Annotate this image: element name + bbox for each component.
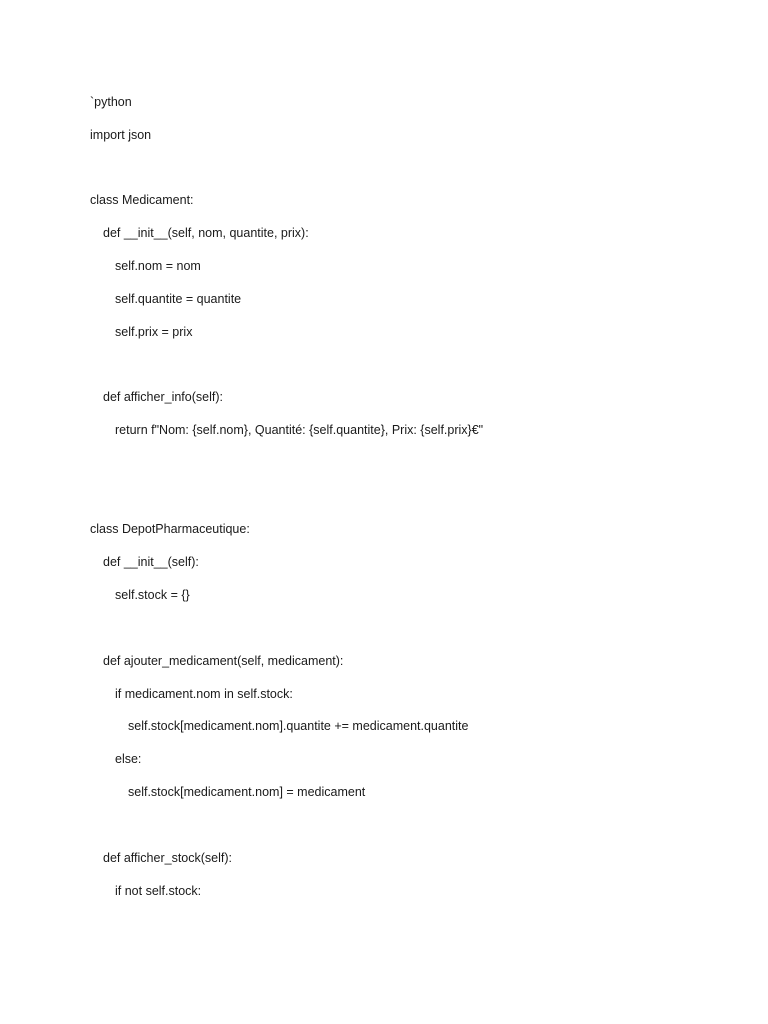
code-line-self-nom: self.nom = nom bbox=[115, 259, 201, 273]
code-line-def-ajouter: def ajouter_medicament(self, medicament): bbox=[103, 654, 344, 668]
code-line-self-prix: self.prix = prix bbox=[115, 325, 193, 339]
code-line-if-not-stock: if not self.stock: bbox=[115, 884, 202, 898]
code-line-return-info: return f"Nom: {self.nom}, Quantité: {self.quantite}, Prix: {self.prix}€" bbox=[115, 423, 484, 437]
code-line-init-depot: def __init__(self): bbox=[103, 555, 199, 569]
code-line-class-depot: class DepotPharmaceutique: bbox=[90, 522, 250, 536]
code-line-assign-stock: self.stock[medicament.nom] = medicament bbox=[128, 785, 366, 799]
code-line-init-medicament: def __init__(self, nom, quantite, prix): bbox=[103, 226, 309, 240]
code-line-if-in-stock: if medicament.nom in self.stock: bbox=[115, 687, 293, 701]
code-line-else: else: bbox=[115, 752, 142, 766]
code-line-self-stock: self.stock = {} bbox=[115, 588, 190, 602]
code-line-fence: `python bbox=[90, 95, 132, 109]
code-line-add-quantite: self.stock[medicament.nom].quantite += medicament.quantite bbox=[128, 719, 469, 733]
code-line-class-medicament: class Medicament: bbox=[90, 193, 194, 207]
code-line-def-afficher-stock: def afficher_stock(self): bbox=[103, 851, 232, 865]
code-line-import: import json bbox=[90, 128, 152, 142]
code-line-def-afficher-info: def afficher_info(self): bbox=[103, 390, 223, 404]
code-line-self-quantite: self.quantite = quantite bbox=[115, 292, 242, 306]
